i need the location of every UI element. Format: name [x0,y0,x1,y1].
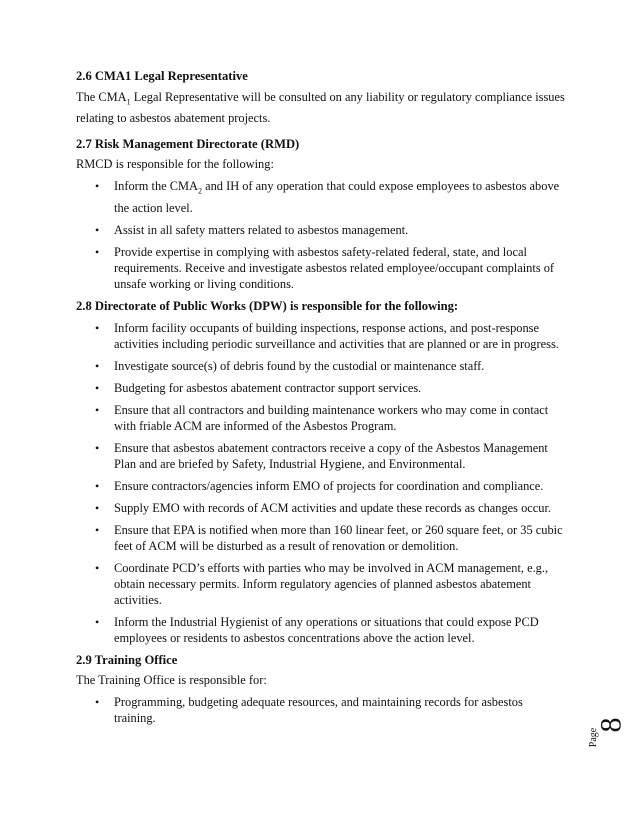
section-2-6 [76,68,566,126]
list-item: • Provide expertise in complying with asbestos safety-related federal, state, and local requirements. Receive and investigate asbestos related employee/occupant complaints of unsafe working or living conditions. [76,244,566,292]
list-item: • Ensure that all contractors and building maintenance workers who may come in contact with friable ACM are informed of the Asbestos Program. [76,402,566,434]
section-paragraph: The $CMA_1$ Legal Representative will be consulted on any liability or regulatory compliance issues relating to asbestos abatement projects. [76,90,565,126]
page-number-footer [588,708,628,748]
list-item: • Investigate source(s) of debris found by the custodial or maintenance staff. [76,358,566,374]
list-item: • Ensure that asbestos abatement contractors receive a copy of the Asbestos Management Plan and are briefed by Safety, Industrial Hygiene, and Environmental. [76,440,566,472]
section-heading: 2.9 Training Office [76,652,178,667]
bullet-list [76,320,566,646]
list-item: • Coordinate PCD’s efforts with parties who may be involved in ACM management, e.g., obtain necessary permits. Inform regulatory agencies of planned asbestos abatement activities. [76,560,566,608]
list-item: • Ensure contractors/agencies inform EMO of projects for coordination and compliance. [76,478,566,494]
section-2-8 [76,298,566,646]
document-page [76,68,566,736]
section-heading: 2.8 Directorate of Public Works (DPW) is responsible for the following: [76,298,459,313]
list-item: • Inform the $CMA_2$ and IH of any operation that could expose employees to asbestos above the action level. [76,178,566,215]
section-heading: 2.7 Risk Management Directorate (RMD) [76,137,300,152]
page-number: 8 [594,717,628,733]
bullet-list [76,694,566,726]
list-item: • Ensure that EPA is notified when more than 160 linear feet, or 260 square feet, or 35 cubic feet of ACM will be disturbed as a result of renovation or demolition. [76,522,566,554]
list-item: • Budgeting for asbestos abatement contractor support services. [76,380,566,396]
section-intro: The Training Office is responsible for: [76,672,267,687]
list-item: • Inform the Industrial Hygienist of any operations or situations that could expose PCD employees or residents to asbestos concentrations above the action level. [76,614,566,646]
list-item: • Supply EMO with records of ACM activities and update these records as changes occur. [76,500,566,516]
section-2-9 [76,652,566,726]
page-label: Page [588,727,600,748]
list-item: • Inform facility occupants of building inspections, response actions, and post-response activities including periodic surveillance and activities that are planned or are in progress. [76,320,566,352]
section-heading: 2.6 CMA1 Legal Representative [76,69,248,83]
bullet-list [76,178,566,291]
section-2-7 [76,136,566,291]
list-item: • Assist in all safety matters related to asbestos management. [76,222,566,238]
list-item: • Programming, budgeting adequate resources, and maintaining records for asbestos training. [76,694,566,726]
section-intro: RMCD is responsible for the following: [76,157,274,172]
